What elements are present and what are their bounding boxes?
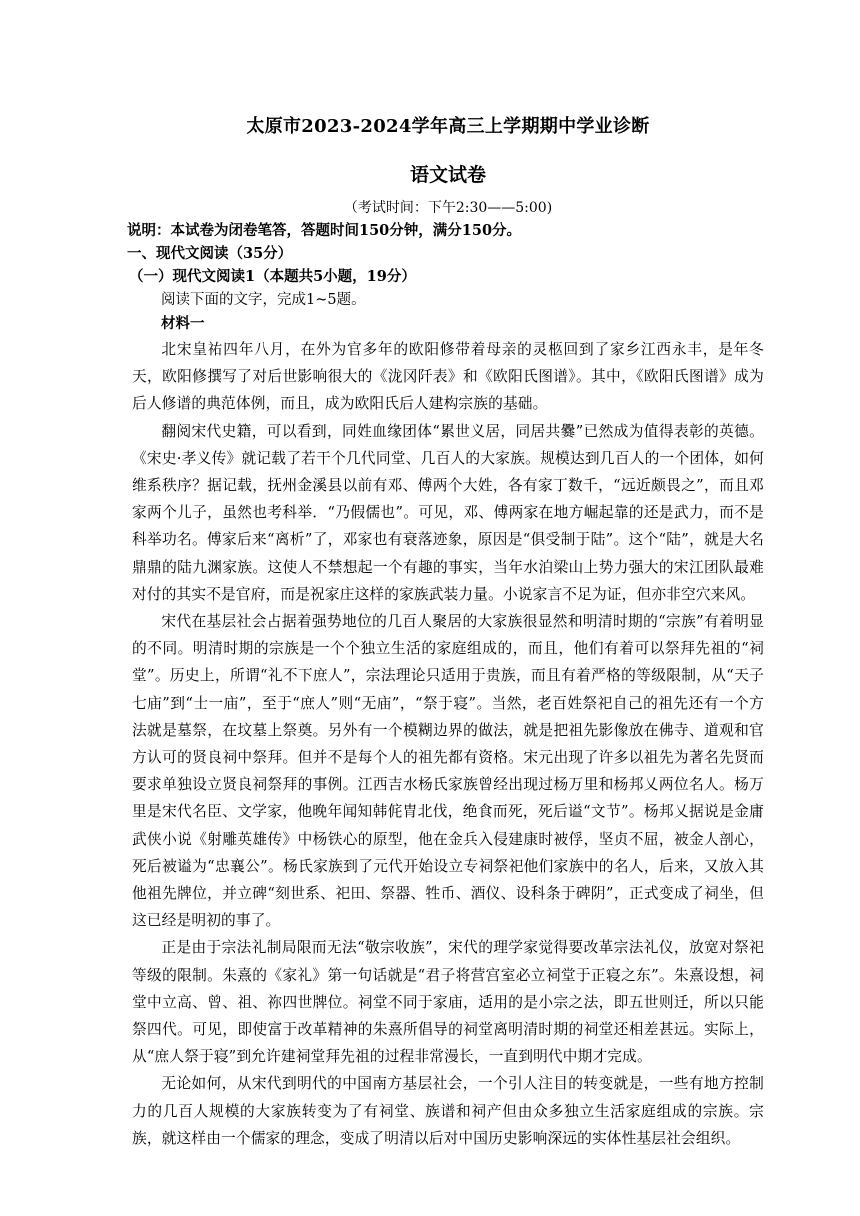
exam-instructions: 说明：本试卷为闭卷笔答，答题时间150分钟，满分150分。 bbox=[127, 222, 522, 239]
exam-subtitle: 语文试卷 bbox=[409, 164, 486, 186]
section-heading: 一、现代文阅读（35分） bbox=[127, 245, 293, 262]
passage-paragraph: 翻阅宋代史籍，可以看到，同姓血缘团体“累世义居，同居共爨”已然成为值得表彰的英德。《宋史·孝义传》就记载了若干个几代同堂、几百人的大家族。规模达到几百人的一个团体，如何维系秩序？据记载，抚州金溪县以前有邓、傅两个大姓，各有家丁数千，“远近颇畏之”，而且邓家两个儿子，虽然也考科举．“乃假儒也”。可见，邓、傅两家在地方崛起靠的还是武力，而不是科举功名。傅家后来“离析”了，邓家也有衰落迹象，原因是“俱受制于陆”。这个“陆”，就是大名鼎鼎的陆九渊家族。这使人不禁想起一个有趣的事实，当年水泊梁山上势力强大的宋江团队最难对付的其实不是官府，而是祝家庄这样的家族武装力量。小说家言不足为证，但亦非空穴来风。 bbox=[132, 422, 764, 603]
reading-instruction: 阅读下面的文字，完成1~5题。 bbox=[161, 292, 366, 308]
subsection-heading: （一）现代文阅读1（本题共5小题，19分） bbox=[129, 268, 416, 285]
passage-paragraph: 正是由于宗法礼制局限而无法“敬宗收族”，宋代的理学家觉得要改革宗法礼仪，放宽对祭祀等级的限制。朱熹的《家礼》第一句话就是“君子将营宫室必立祠堂于正寝之东”。朱熹设想，祠堂中立高、曾、祖、祢四世牌位。祠堂不同于家庙，适用的是小宗之法，即五世则迁，所以只能祭四代。可见，即使富于改革精神的朱熹所倡导的祠堂离明清时期的祠堂还相差甚远。实际上，从“庶人祭于寝”到允许建祠堂拜先祖的过程非常漫长，一直到明代中期才完成。 bbox=[132, 939, 764, 1066]
exam-title: 太原市2023-2024学年高三上学期期中学业诊断 bbox=[246, 116, 650, 137]
exam-time: （考试时间：下午2:30——5:00) bbox=[343, 200, 553, 216]
passage-paragraph: 无论如何，从宋代到明代的中国南方基层社会，一个引人注目的转变就是，一些有地方控制力的几百人规模的大家族转变为了有祠堂、族谱和祠产但由众多独立生活家庭组成的宗族。宗族，就这样由一个儒家的理念，变成了明清以后对中国历史影响深远的实体性基层社会组织。 bbox=[132, 1075, 764, 1147]
passage-paragraph: 北宋皇祐四年八月，在外为官多年的欧阳修带着母亲的灵柩回到了家乡江西永丰，是年冬天，欧阳修撰写了对后世影响很大的《泷冈阡表》和《欧阳氏图谱》。其中，《欧阳氏图谱》成为后人修谱的典范体例，而且，成为欧阳氏后人建构宗族的基础。 bbox=[132, 341, 764, 413]
passage-paragraph: 宋代在基层社会占据着强势地位的几百人聚居的大家族很显然和明清时期的“宗族”有着明显的不同。明清时期的宗族是一个个独立生活的家庭组成的，而且，他们有着可以祭拜先祖的“祠堂”。历史上，所谓“礼不下庶人”，宗法理论只适用于贵族，而且有着严格的等级限制，从“天子七庙”到“士一庙”，至于“庶人”则“无庙”，“祭于寝”。当然，老百姓祭祀自己的祖先还有一个方法就是墓祭，在坟墓上祭奠。另外有一个模糊边界的做法，就是把祖先影像放在佛寺、道观和官方认可的贤良祠中祭拜。但并不是每个人的祖先都有资格。宋元出现了许多以祖先为著名先贤而要求单独设立贤良祠祭拜的事例。江西吉水杨氏家族曾经出现过杨万里和杨邦乂两位名人。杨万里是宋代名臣、文学家，他晚年闻知韩侂胄北伐，绝食而死，死后谥“文节”。杨邦乂据说是金庸武侠小说《射雕英雄传》中杨铁心的原型，他在金兵入侵建康时被俘，坚贞不屈，被金人剖心，死后被谥为“忠襄公”。杨氏家族到了元代开始设立专祠祭祀他们家族中的名人，后来，又放入其他祖先牌位，并立碑“刻世系、祀田、祭器、牲币、酒仪、设科条于碑阴”，正式变成了祠坐，但这已经是明初的事了。 bbox=[132, 613, 764, 930]
material-label: 材料一 bbox=[161, 315, 205, 332]
